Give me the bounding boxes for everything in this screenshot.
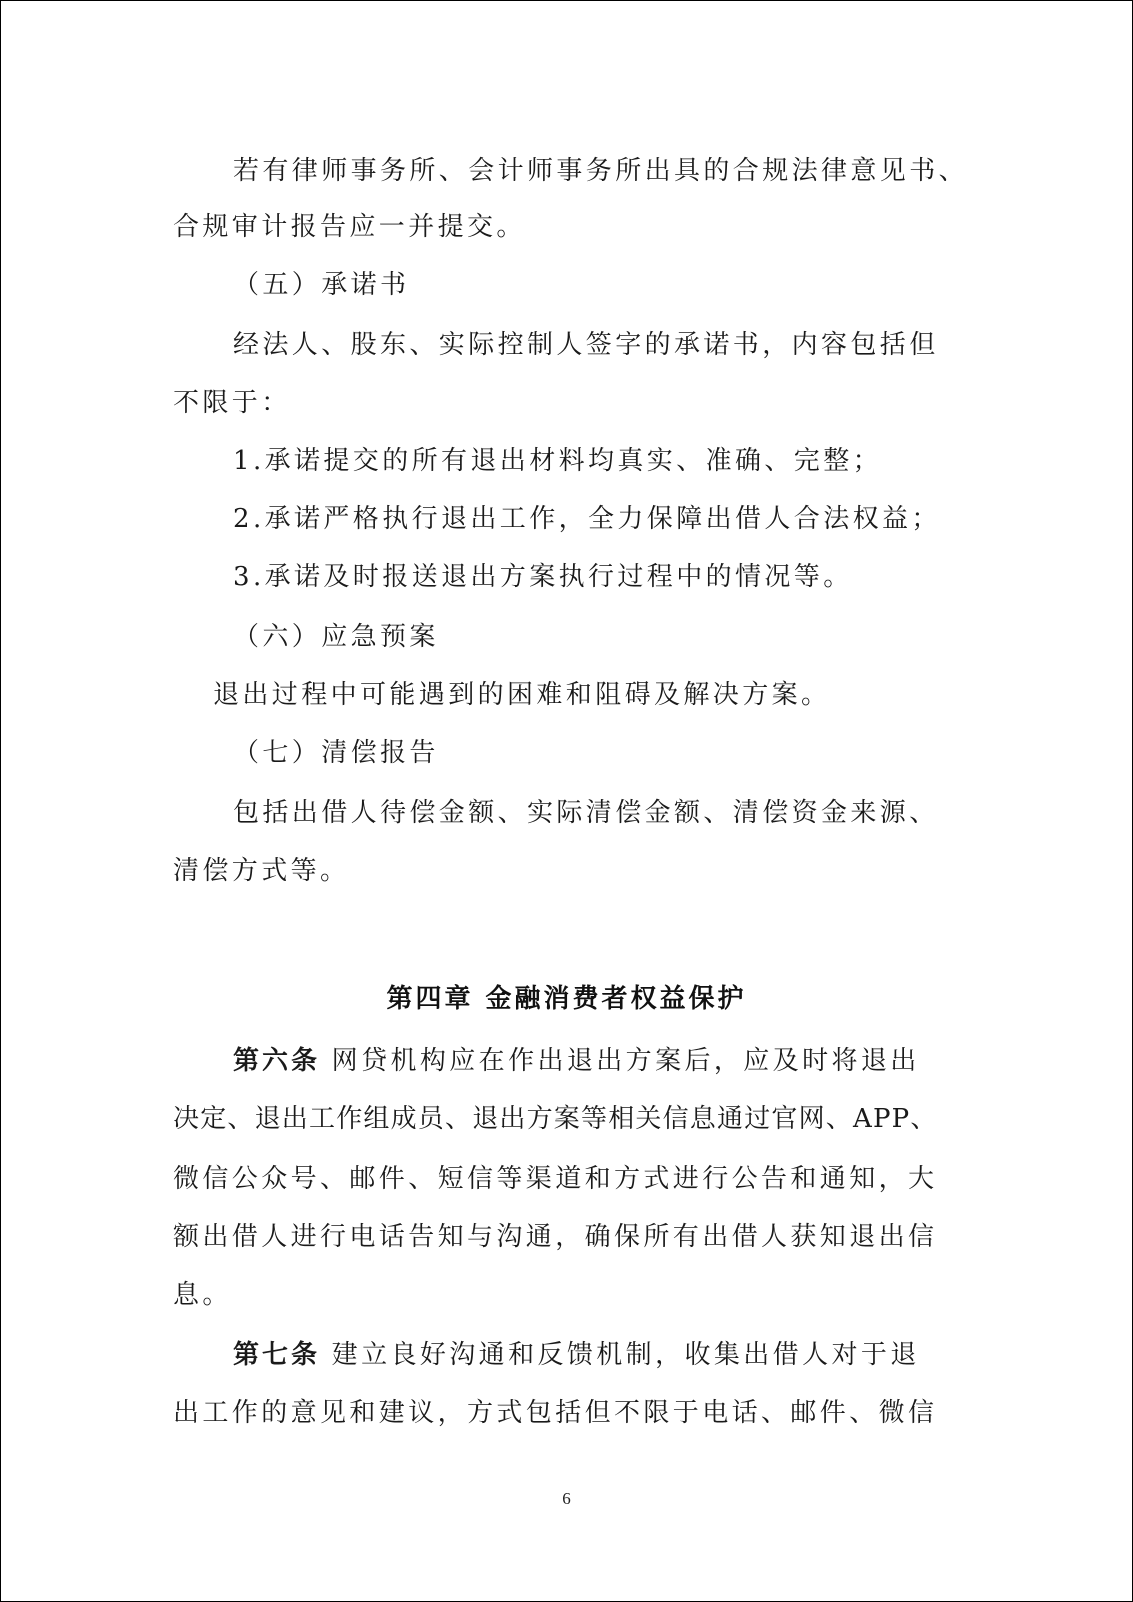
list-item: 3.承诺及时报送退出方案执行过程中的情况等。 bbox=[233, 562, 853, 592]
section-heading-7: （七）清偿报告 bbox=[233, 738, 439, 768]
paragraph-line: 退出过程中可能遇到的困难和阻碍及解决方案。 bbox=[213, 680, 831, 710]
article-6-first-line bbox=[233, 1045, 920, 1077]
paragraph-line: 决定、退出工作组成员、退出方案等相关信息通过官网、APP、 bbox=[173, 1104, 938, 1134]
paragraph-line: 微信公众号、邮件、短信等渠道和方式进行公告和通知，大 bbox=[173, 1164, 938, 1194]
page-number: 6 bbox=[562, 1489, 571, 1508]
paragraph-line: 合规审计报告应一并提交。 bbox=[173, 212, 526, 242]
article-7-text: 建立良好沟通和反馈机制，收集出借人对于退 bbox=[320, 1340, 920, 1370]
paragraph-line: 清偿方式等。 bbox=[173, 856, 350, 886]
paragraph-line: 若有律师事务所、会计师事务所出具的合规法律意见书、 bbox=[233, 156, 969, 186]
article-7-first-line bbox=[233, 1339, 920, 1371]
article-6-label: 第六条 bbox=[233, 1046, 321, 1076]
list-item: 1.承诺提交的所有退出材料均真实、准确、完整； bbox=[233, 446, 883, 476]
section-heading-6: （六）应急预案 bbox=[233, 622, 439, 652]
paragraph-line: 出工作的意见和建议，方式包括但不限于电话、邮件、微信 bbox=[173, 1398, 938, 1428]
list-item: 2.承诺严格执行退出工作，全力保障出借人合法权益； bbox=[233, 504, 941, 534]
section-heading-5: （五）承诺书 bbox=[233, 270, 410, 300]
paragraph-line: 息。 bbox=[173, 1280, 232, 1310]
paragraph-line: 包括出借人待偿金额、实际清偿金额、清偿资金来源、 bbox=[233, 798, 939, 828]
article-6-text: 网贷机构应在作出退出方案后，应及时将退出 bbox=[320, 1046, 920, 1076]
paragraph-line: 经法人、股东、实际控制人签字的承诺书，内容包括但 bbox=[233, 330, 939, 360]
paragraph-line: 不限于： bbox=[173, 388, 291, 418]
chapter-heading: 第四章 金融消费者权益保护 bbox=[386, 984, 747, 1014]
paragraph-line: 额出借人进行电话告知与沟通，确保所有出借人获知退出信 bbox=[173, 1222, 938, 1252]
article-7-label: 第七条 bbox=[233, 1340, 321, 1370]
